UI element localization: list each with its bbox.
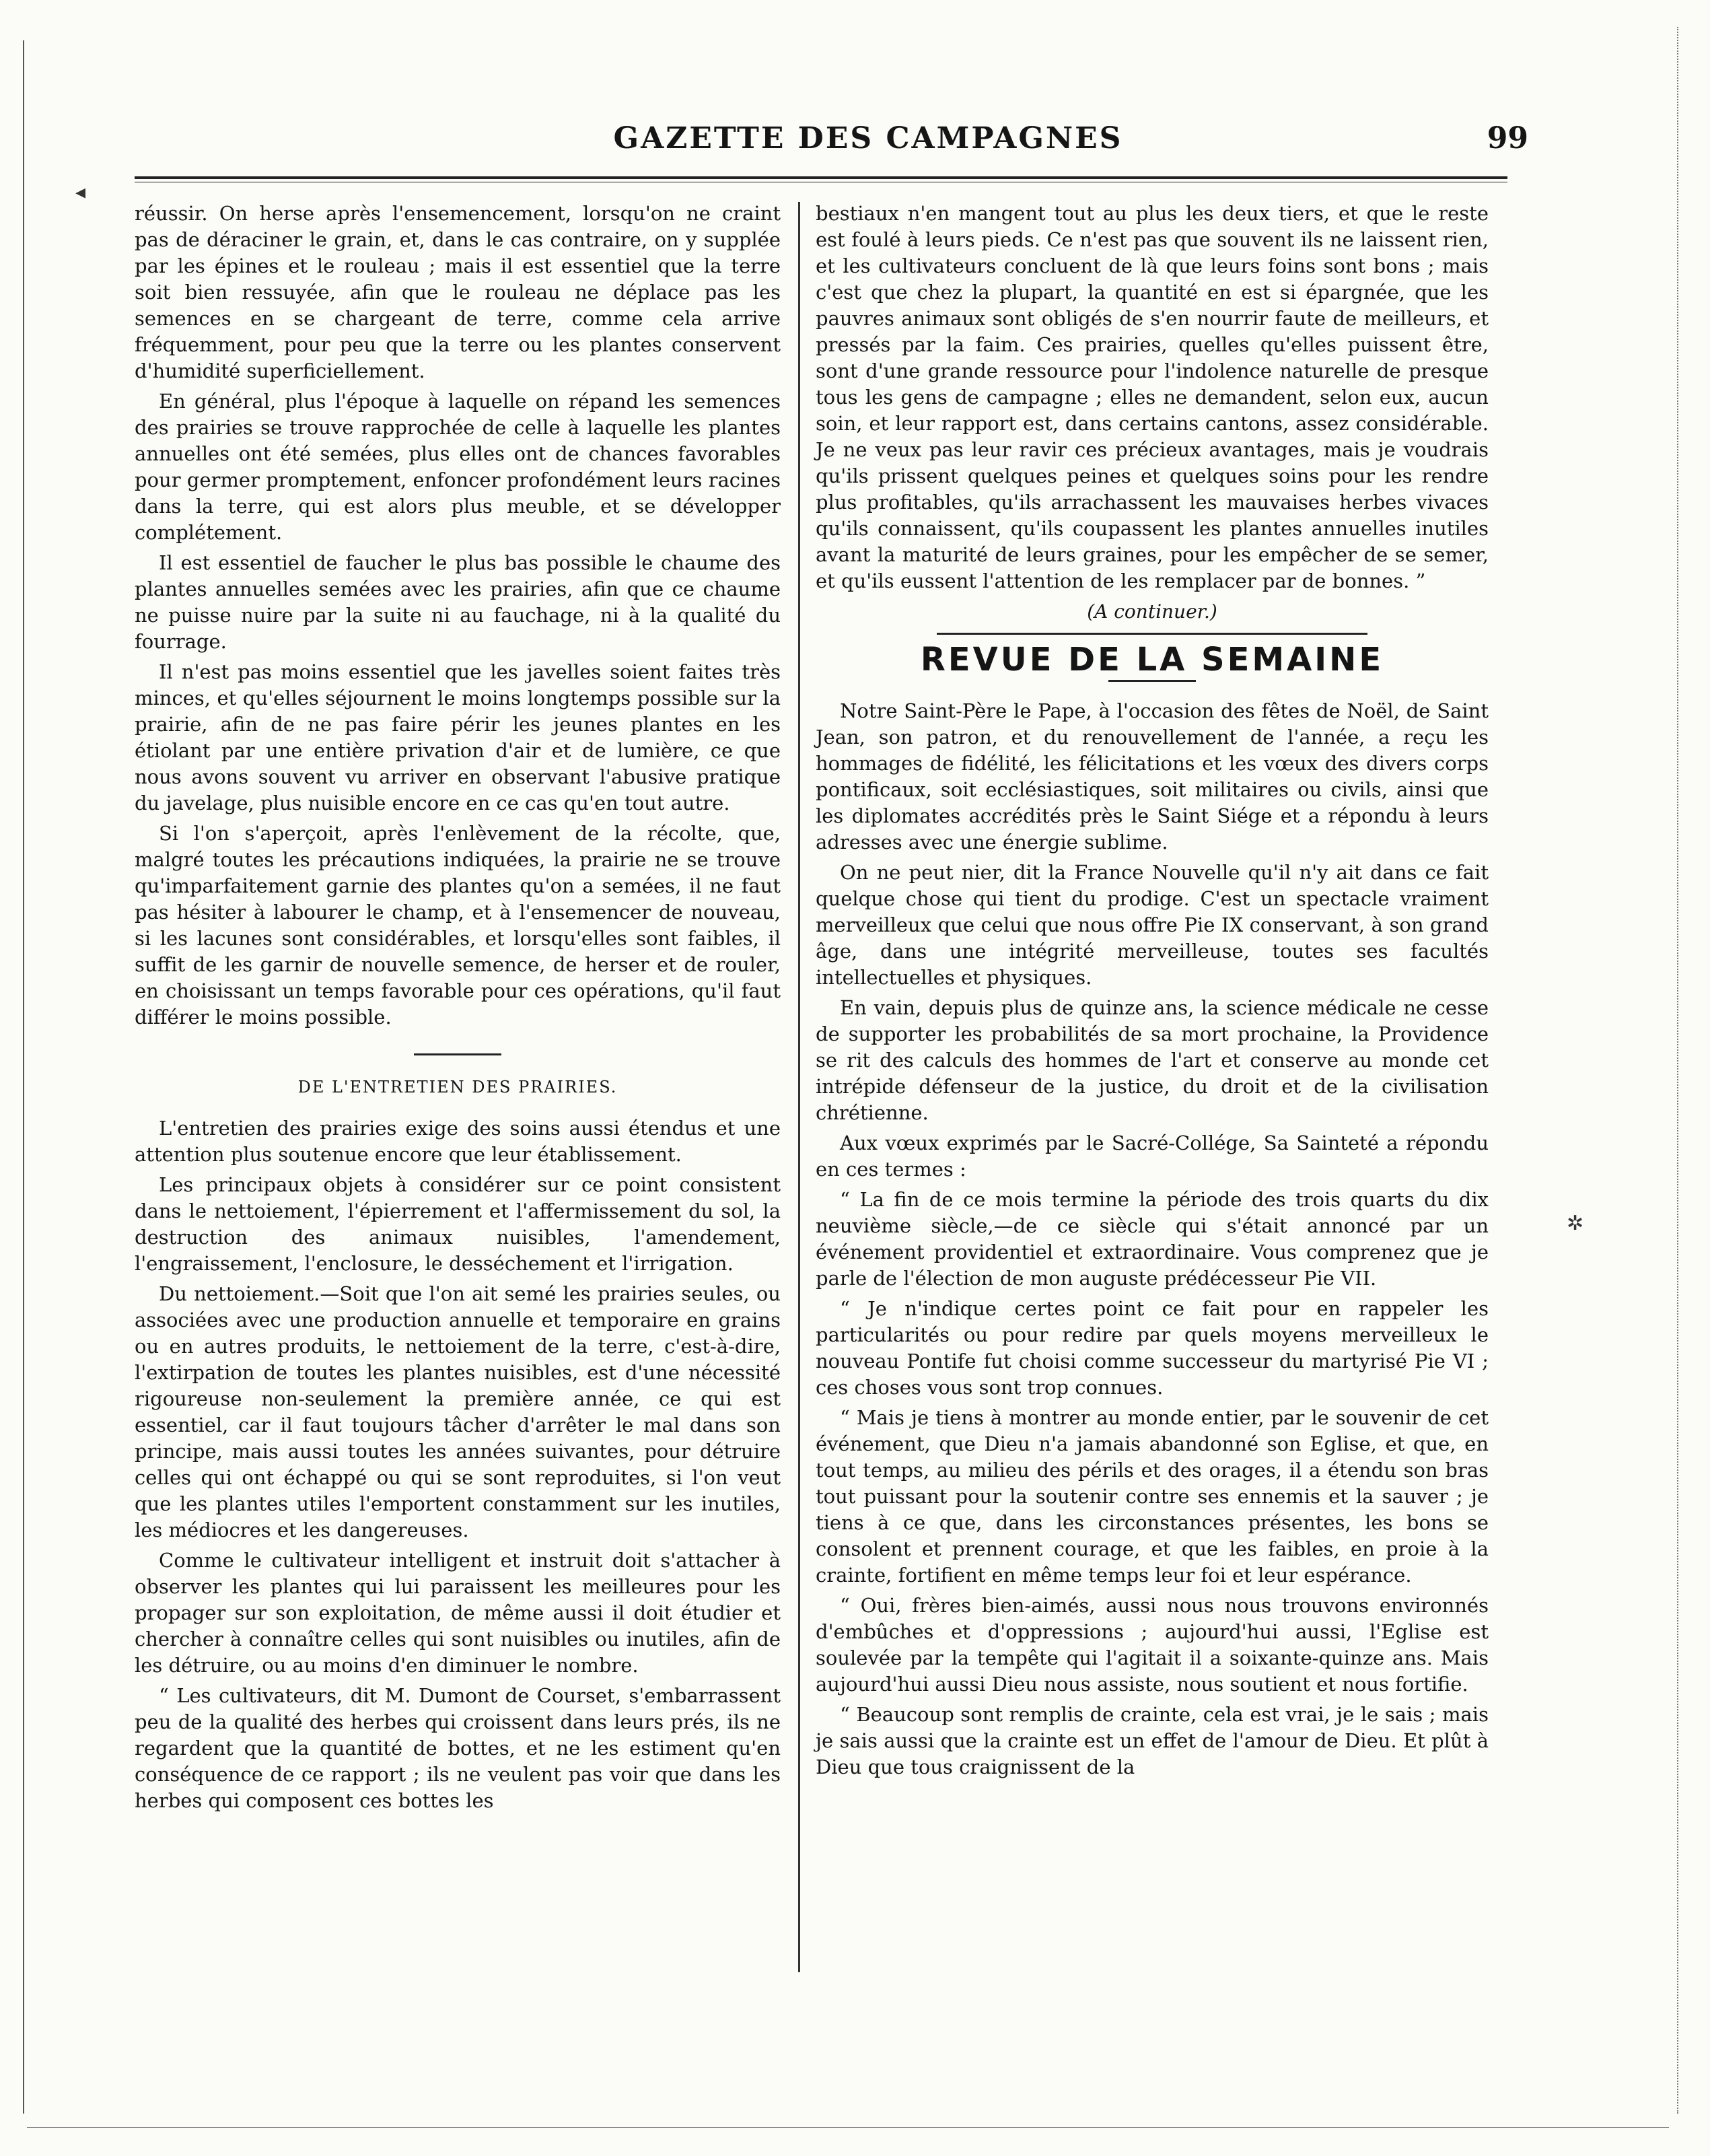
margin-mark: ◂ bbox=[75, 180, 86, 204]
right-column bbox=[816, 201, 1489, 1784]
paragraph: “ Beaucoup sont remplis de crainte, cela est vrai, je le sais ; mais je sais aussi que la crainte est un effet de l'amour de Dieu. Et plût à Dieu que tous craignissent de la bbox=[816, 1703, 1489, 1778]
paragraph: Il n'est pas moins essentiel que les javelles soient faites très minces, et qu'elles séjournent le moins longtemps possible sur la prairie, afin de ne pas faire périr les jeunes plantes en les étiolant par une entière privation d'air et de lumière, ce que nous avons souvent vu arriver en observant l'abusive pratique du javelage, plus nuisible encore en ce cas qu'en tout autre. bbox=[135, 660, 781, 814]
paragraph: On ne peut nier, dit la France Nouvelle qu'il n'y ait dans ce fait quelque chose qui tient du prodige. C'est un spectacle vraiment merveilleux que celui que nous offre Pie IX conservant, à son grand âge, dans une intégrité merveilleuse, toutes ses facultés intellectuelles et physiques. bbox=[816, 861, 1489, 989]
scan-margin-line-left bbox=[23, 40, 24, 2114]
paragraph: réussir. On herse après l'ensemencement, lorsqu'on ne craint pas de déraciner le grain, et, dans le cas contraire, on y supplée par les épines et le rouleau ; mais il est essentiel que la terre soit bien ressuyée, afin que le rouleau ne déplace pas les semences en se chargeant de terre, comme cela arrive fréquemment, pour peu que la terre ou les plantes conservent d'humidité superficiellement. bbox=[135, 202, 781, 382]
paragraph: “ Oui, frères bien-aimés, aussi nous nous trouvons environnés d'embûches et d'oppressions ; aujourd'hui aussi, l'Eglise est soulevée par la tempête qui l'agitait il a soixante-quinze ans. Mais aujourd'hui aussi Dieu nous assiste, nous soutient et nous fortifie. bbox=[816, 1594, 1489, 1696]
paragraph: Comme le cultivateur intelligent et instruit doit s'attacher à observer les plantes qui lui paraissent les meilleures pour les propager sur son exploitation, de même aussi il doit étudier et chercher à connaître celles qui sont nuisibles ou inutiles, afin de les détruire, ou au moins d'en diminuer le nombre. bbox=[135, 1549, 781, 1677]
paragraph: Du nettoiement.—Soit que l'on ait semé les prairies seules, ou associées avec une production annuelle et temporaire en grains ou en autres produits, le nettoiement de la terre, c'est-à-dire, l'extirpation de toutes les plantes nuisibles, est d'une nécessité rigoureuse non-seulement la première année, ce qui est essentiel, car il faut toujours tâcher d'arrêter le mal dans son principe, mais aussi toutes les années suivantes, pour détruire celles qui ont échappé ou qui se sont reproduites, si l'on veut que les plantes utiles l'emportent constamment sur les inutiles, les médiocres et les dangereuses. bbox=[135, 1282, 781, 1541]
paragraph: Il est essentiel de faucher le plus bas possible le chaume des plantes annuelles semées avec les prairies, afin que ce chaume ne puisse nuire par la suite ni au fauchage, ni à la qualité du fourrage. bbox=[135, 551, 781, 653]
scan-margin-line-right bbox=[1677, 27, 1678, 2114]
paragraph: En général, plus l'époque à laquelle on répand les semences des prairies se trouve rapprochée de celle à laquelle les plantes annuelles ont été semées, plus elles ont de chances favorables pour germer promptement, enfoncer profondément leurs racines dans la terre, qui est alors plus meuble, et se développer complétement. bbox=[135, 390, 781, 544]
section-separator bbox=[1108, 680, 1196, 682]
page-number: 99 bbox=[1487, 121, 1528, 155]
running-header-title: GAZETTE DES CAMPAGNES bbox=[613, 121, 1123, 155]
section-title: DE L'ENTRETIEN DES PRAIRIES. bbox=[297, 1078, 618, 1097]
scan-bottom-edge bbox=[27, 2127, 1669, 2128]
paragraph: En vain, depuis plus de quinze ans, la science médicale ne cesse de supporter les probabilités de sa mort prochaine, la Providence se rit des calculs des hommes de l'art et conserve au monde cet intrépide défenseur de la justice, du droit et de la civilisation chrétienne. bbox=[816, 996, 1489, 1124]
paragraph: “ Je n'indique certes point ce fait pour en rappeler les particularités ou pour redire par quels moyens merveilleux le nouveau Pontife fut choisi comme successeur du martyrisé Pie VI ; ces choses vous sont trop connues. bbox=[816, 1297, 1489, 1399]
paragraph: L'entretien des prairies exige des soins aussi étendus et une attention plus soutenue encore que leur établissement. bbox=[135, 1117, 781, 1166]
ornamental-rule bbox=[937, 633, 1367, 635]
paragraph: Notre Saint-Père le Pape, à l'occasion des fêtes de Noël, de Saint Jean, son patron, et du renouvellement de l'année, a reçu les hommages de fidélité, les félicitations et les vœux des divers corps pontificaux, soit ecclésiastiques, soit militaires ou civils, ainsi que les diplomates accrédités près le Saint Siége et a répondu à leurs adresses avec une énergie sublime. bbox=[816, 699, 1489, 854]
paragraph: “ La fin de ce mois termine la période des trois quarts du dix neuvième siècle,—de ce siècle qui s'était annoncé par un événement providentiel et extraordinaire. Vous comprenez que je parle de l'élection de mon auguste prédécesseur Pie VII. bbox=[816, 1188, 1489, 1290]
continuation-note: (A continuer.) bbox=[1087, 600, 1217, 623]
column-divider bbox=[798, 202, 800, 1972]
header-rule bbox=[135, 176, 1507, 182]
paragraph: “ Mais je tiens à montrer au monde entier, par le souvenir de cet événement, que Dieu n'a jamais abandonné son Eglise, et que, en tout temps, au milieu des périls et des orages, il a étendu son bras tout puissant pour la soutenir contre ses ennemis et la sauver ; je tiens à ce que, dans les circonstances présentes, les bons se consolent et prennent courage, et que les faibles, en proie à la crainte, fortifient en même temps leur foi et leur espérance. bbox=[816, 1406, 1489, 1587]
paragraph: bestiaux n'en mangent tout au plus les deux tiers, et que le reste est foulé à leurs pieds. Ce n'est pas que souvent ils ne laissent rien, et les cultivateurs concluent de là que leurs foins sont bons ; mais c'est que chez la plupart, la quantité en est si épargnée, que les pauvres animaux sont obligés de s'en nourrir faute de meilleurs, et pressés par la faim. Ces prairies, quelles qu'elles puissent être, sont d'une grande ressource pour l'indolence naturelle de presque tous les gens de campagne ; elles ne demandent, selon eux, aucun soin, et leur rapport est, dans certains cantons, assez considérable. Je ne veux pas leur ravir ces précieux avantages, mais je voudrais qu'ils prissent quelques peines et quelques soins pour les rendre plus profitables, qu'ils arrachassent les mauvaises herbes vivaces qu'ils connaissent, qu'ils coupassent les plantes annuelles inutiles avant la maturité de leurs graines, pour les empêcher de se semer, et qu'ils eussent l'attention de les remplacer par de bonnes. ” bbox=[816, 202, 1489, 592]
paragraph: Si l'on s'aperçoit, après l'enlèvement de la récolte, que, malgré toutes les précautions indiquées, la prairie ne se trouve qu'imparfaitement garnie des plantes qu'on a semées, il ne faut pas hésiter à labourer le champ, et à l'ensemencer de nouveau, si les lacunes sont considérables, et lorsqu'elles sont faibles, il suffit de les garnir de nouvelle semence, de herser et de rouler, en choisissant un temps favorable pour ces opérations, qu'il faut différer le moins possible. bbox=[135, 822, 781, 1029]
left-column bbox=[135, 201, 781, 1818]
margin-mark: ✲ bbox=[1567, 1212, 1584, 1235]
paragraph: Aux vœux exprimés par le Sacré-Collége, Sa Sainteté a répondu en ces termes : bbox=[816, 1132, 1489, 1181]
section-separator bbox=[414, 1053, 501, 1055]
section-title-revue: REVUE DE LA SEMAINE bbox=[920, 641, 1384, 679]
paragraph: Les principaux objets à considérer sur ce point consistent dans le nettoiement, l'épierrement et l'affermissement du sol, la destruction des animaux nuisibles, l'amendement, l'engraissement, l'enclosure, le desséchement et l'irrigation. bbox=[135, 1173, 781, 1275]
paragraph: “ Les cultivateurs, dit M. Dumont de Courset, s'embarrassent peu de la qualité des herbes qui croissent dans leurs prés, ils ne regardent que la quantité de bottes, et ne les estiment qu'en conséquence de ce rapport ; ils ne veulent pas voir que dans les herbes qui composent ces bottes les bbox=[135, 1684, 781, 1812]
